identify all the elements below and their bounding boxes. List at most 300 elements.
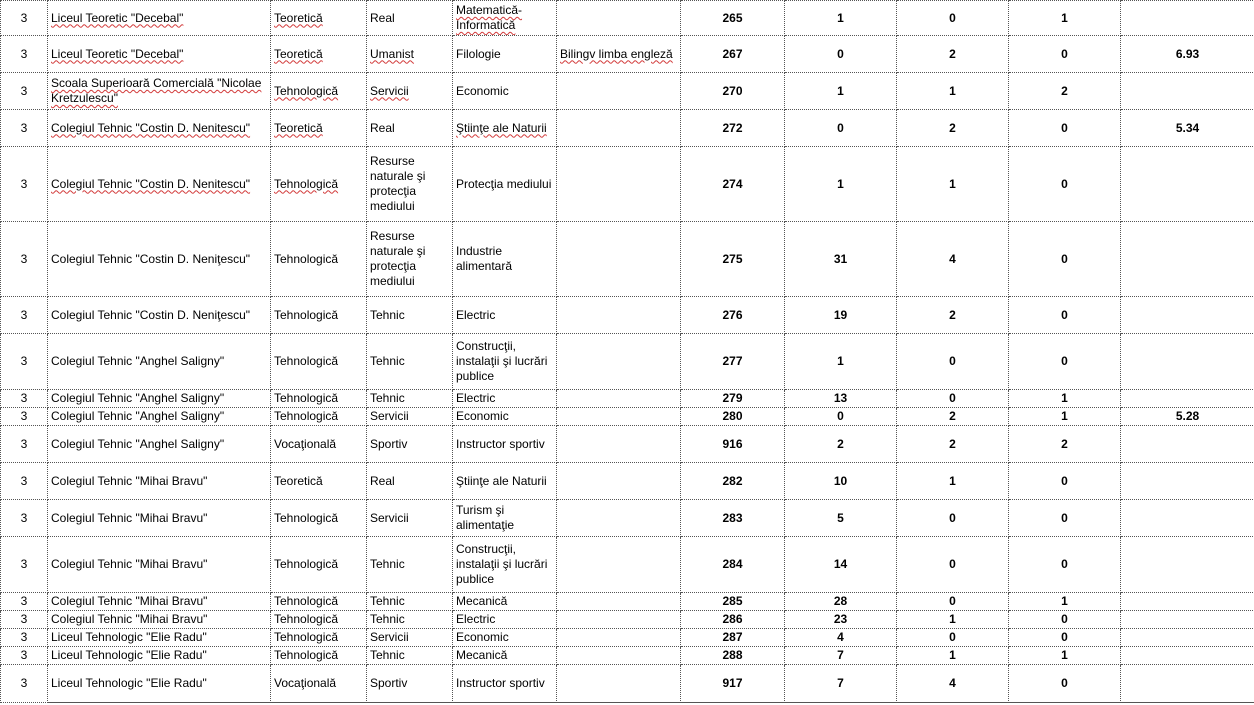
cell-school — [48, 463, 271, 500]
cell-nr — [1, 426, 48, 463]
cell-value-c-text: 0 — [1061, 251, 1068, 266]
cell-nr — [1, 147, 48, 222]
cell-nr — [1, 647, 48, 665]
cell-nr-text: 3 — [20, 354, 28, 368]
cell-value-c-text: 2 — [1061, 83, 1068, 98]
cell-value-b-text: 1 — [949, 648, 956, 662]
cell-observatii-text: Bilingv limba engleză — [560, 46, 673, 61]
cell-cod-text: 279 — [722, 391, 743, 405]
cell-filiera — [271, 500, 367, 537]
cell-school — [48, 537, 271, 593]
table-row — [1, 334, 1254, 390]
cell-observatii — [557, 426, 681, 463]
cell-specializare — [453, 390, 557, 408]
cell-value-b — [897, 426, 1009, 463]
cell-cod — [681, 665, 785, 703]
cell-cod — [681, 537, 785, 593]
table-row — [1, 426, 1254, 463]
cell-nr-text: 3 — [20, 594, 28, 608]
cell-value-b — [897, 73, 1009, 110]
cell-value-b-text: 0 — [949, 391, 956, 405]
cell-cod-text: 265 — [722, 10, 743, 25]
cell-value-a-text: 13 — [833, 391, 848, 405]
table-row — [1, 73, 1254, 110]
cell-value-a — [785, 665, 897, 703]
cell-profil — [367, 665, 453, 703]
table-row — [1, 222, 1254, 297]
cell-value-a-text: 10 — [833, 473, 848, 488]
cell-specializare-text: Electric — [456, 307, 496, 322]
cell-profil-text: Tehnic — [370, 612, 405, 626]
cell-cod — [681, 1, 785, 36]
cell-media — [1121, 408, 1254, 426]
cell-cod-text: 288 — [722, 648, 743, 662]
cell-value-b-text: 0 — [949, 10, 956, 25]
cell-school-text: Liceul Teoretic "Decebal" — [51, 46, 184, 61]
cell-observatii — [557, 647, 681, 665]
cell-value-c — [1009, 334, 1121, 390]
cell-school-text: Colegiul Tehnic "Anghel Saligny" — [51, 436, 225, 451]
cell-specializare — [453, 408, 557, 426]
cell-observatii — [557, 1, 681, 36]
cell-school — [48, 629, 271, 647]
cell-school — [48, 611, 271, 629]
table-row — [1, 297, 1254, 334]
cell-specializare — [453, 110, 557, 147]
cell-observatii — [557, 222, 681, 297]
cell-value-a-text: 2 — [837, 436, 844, 451]
cell-value-a — [785, 1, 897, 36]
cell-cod — [681, 73, 785, 110]
cell-specializare-text: Industrie alimentară — [456, 244, 513, 273]
cell-media — [1121, 222, 1254, 297]
cell-profil — [367, 1, 453, 36]
cell-value-c — [1009, 222, 1121, 297]
cell-value-b-text: 1 — [949, 176, 956, 191]
cell-filiera-text: Vocaţională — [274, 676, 337, 690]
cell-media — [1121, 297, 1254, 334]
cell-nr — [1, 665, 48, 703]
cell-cod — [681, 611, 785, 629]
cell-specializare-text: Matematică-Informatică — [456, 3, 523, 32]
cell-profil-text: Sportiv — [370, 676, 408, 690]
cell-school-text: Colegiul Tehnic "Costin D. Nenitescu" — [51, 120, 251, 135]
cell-nr-text: 3 — [20, 176, 28, 191]
cell-cod-text: 284 — [722, 557, 743, 571]
cell-media — [1121, 665, 1254, 703]
cell-school-text: Liceul Teoretic "Decebal" — [51, 10, 184, 25]
cell-filiera-text: Tehnologică — [274, 648, 339, 662]
cell-media-text: 5.28 — [1175, 409, 1200, 423]
cell-filiera — [271, 73, 367, 110]
cell-value-b-text: 0 — [949, 510, 956, 525]
cell-cod — [681, 334, 785, 390]
cell-profil — [367, 222, 453, 297]
cell-value-b-text: 2 — [949, 46, 956, 61]
cell-profil — [367, 147, 453, 222]
cell-specializare-text: Filologie — [456, 46, 501, 61]
cell-nr-text: 3 — [20, 557, 28, 571]
cell-profil-text: Resurse naturale şi protecţia mediului — [370, 229, 426, 288]
cell-value-c-text: 1 — [1061, 10, 1068, 25]
cell-specializare — [453, 1, 557, 36]
cell-media — [1121, 463, 1254, 500]
cell-value-b-text: 0 — [949, 354, 956, 368]
cell-value-b-text: 4 — [949, 251, 956, 266]
cell-cod — [681, 36, 785, 73]
cell-filiera-text: Teoretică — [274, 120, 323, 135]
cell-media — [1121, 1, 1254, 36]
cell-specializare-text: Electric — [456, 391, 496, 405]
cell-value-c-text: 0 — [1061, 176, 1068, 191]
cell-value-b-text: 1 — [949, 83, 956, 98]
cell-value-b-text: 0 — [949, 630, 956, 644]
cell-specializare-text: Ştiinţe ale Naturii — [456, 120, 547, 135]
cell-school — [48, 334, 271, 390]
cell-profil-text: Real — [370, 473, 395, 488]
cell-filiera — [271, 665, 367, 703]
cell-media — [1121, 390, 1254, 408]
cell-filiera — [271, 36, 367, 73]
cell-school — [48, 36, 271, 73]
cell-cod-text: 916 — [722, 436, 743, 451]
table-row — [1, 147, 1254, 222]
cell-value-c-text: 0 — [1061, 473, 1068, 488]
cell-nr-text: 3 — [20, 391, 28, 405]
cell-value-a — [785, 408, 897, 426]
cell-value-b — [897, 147, 1009, 222]
cell-nr-text: 3 — [20, 307, 28, 322]
cell-value-a-text: 0 — [837, 46, 844, 61]
cell-media — [1121, 647, 1254, 665]
cell-value-b — [897, 611, 1009, 629]
cell-filiera — [271, 611, 367, 629]
cell-value-a-text: 5 — [837, 510, 844, 525]
cell-filiera — [271, 334, 367, 390]
cell-value-c — [1009, 390, 1121, 408]
cell-nr — [1, 629, 48, 647]
cell-filiera-text: Tehnologică — [274, 391, 339, 405]
cell-value-a-text: 0 — [837, 120, 844, 135]
cell-filiera-text: Tehnologică — [274, 594, 339, 608]
cell-filiera — [271, 408, 367, 426]
cell-profil-text: Servicii — [370, 83, 409, 98]
cell-cod — [681, 222, 785, 297]
cell-specializare — [453, 647, 557, 665]
table-row — [1, 629, 1254, 647]
cell-observatii — [557, 147, 681, 222]
cell-nr-text: 3 — [20, 630, 28, 644]
cell-value-a — [785, 36, 897, 73]
cell-specializare-text: Mecanică — [456, 594, 508, 608]
cell-cod — [681, 390, 785, 408]
table-row — [1, 647, 1254, 665]
cell-media — [1121, 426, 1254, 463]
cell-value-c-text: 2 — [1061, 436, 1068, 451]
table-row — [1, 463, 1254, 500]
cell-value-b-text: 1 — [949, 612, 956, 626]
cell-value-a — [785, 537, 897, 593]
cell-profil-text: Tehnic — [370, 391, 405, 405]
cell-observatii — [557, 408, 681, 426]
cell-school — [48, 110, 271, 147]
cell-filiera-text: Tehnologică — [274, 510, 339, 525]
cell-value-c-text: 1 — [1061, 648, 1068, 662]
cell-filiera — [271, 297, 367, 334]
cell-media — [1121, 629, 1254, 647]
cell-value-c — [1009, 537, 1121, 593]
cell-profil-text: Tehnic — [370, 594, 405, 608]
cell-filiera-text: Teoretică — [274, 10, 323, 25]
cell-school-text: Colegiul Tehnic "Anghel Saligny" — [51, 391, 225, 405]
cell-nr-text: 3 — [20, 409, 28, 423]
cell-profil — [367, 110, 453, 147]
cell-profil-text: Real — [370, 10, 395, 25]
cell-specializare — [453, 500, 557, 537]
cell-school — [48, 593, 271, 611]
cell-filiera-text: Tehnologică — [274, 307, 339, 322]
cell-filiera — [271, 390, 367, 408]
cell-specializare — [453, 537, 557, 593]
cell-value-a — [785, 500, 897, 537]
cell-nr — [1, 611, 48, 629]
cell-observatii — [557, 334, 681, 390]
cell-nr — [1, 537, 48, 593]
cell-value-a — [785, 463, 897, 500]
cell-media-text: 6.93 — [1175, 46, 1200, 61]
cell-media — [1121, 611, 1254, 629]
cell-cod-text: 282 — [722, 473, 743, 488]
cell-specializare-text: Economic — [456, 409, 509, 423]
cell-value-a-text: 1 — [837, 176, 844, 191]
cell-profil — [367, 390, 453, 408]
cell-nr — [1, 1, 48, 36]
cell-school-text: Liceul Tehnologic "Elie Radu" — [51, 630, 207, 644]
cell-school — [48, 500, 271, 537]
cell-observatii — [557, 297, 681, 334]
cell-profil-text: Servicii — [370, 409, 409, 423]
cell-media — [1121, 36, 1254, 73]
cell-cod-text: 272 — [722, 120, 743, 135]
cell-filiera — [271, 463, 367, 500]
cell-value-b — [897, 222, 1009, 297]
cell-school-text: Scoala Superioară Comercială "Nicolae Kretzulescu" — [51, 76, 262, 105]
cell-value-a — [785, 110, 897, 147]
cell-profil — [367, 500, 453, 537]
cell-profil — [367, 593, 453, 611]
cell-value-c-text: 0 — [1061, 557, 1068, 571]
cell-nr — [1, 297, 48, 334]
cell-filiera-text: Tehnologică — [274, 612, 339, 626]
cell-media — [1121, 500, 1254, 537]
cell-cod-text: 277 — [722, 354, 743, 368]
cell-value-a-text: 1 — [837, 10, 844, 25]
cell-observatii — [557, 611, 681, 629]
cell-specializare-text: Construcţii, instalaţii şi lucrări publice — [456, 339, 548, 383]
cell-value-b — [897, 537, 1009, 593]
cell-value-c — [1009, 73, 1121, 110]
cell-observatii — [557, 390, 681, 408]
cell-observatii — [557, 537, 681, 593]
cell-filiera-text: Tehnologică — [274, 409, 339, 423]
cell-cod-text: 280 — [722, 409, 743, 423]
cell-filiera-text: Tehnologică — [274, 176, 339, 191]
cell-value-a-text: 19 — [833, 307, 848, 322]
cell-observatii — [557, 463, 681, 500]
cell-value-a — [785, 426, 897, 463]
bottom-border — [0, 702, 1254, 703]
cell-profil — [367, 297, 453, 334]
cell-nr — [1, 73, 48, 110]
cell-profil-text: Tehnic — [370, 307, 405, 322]
cell-filiera — [271, 593, 367, 611]
cell-value-a — [785, 222, 897, 297]
cell-value-c — [1009, 611, 1121, 629]
cell-media — [1121, 110, 1254, 147]
cell-school-text: Colegiul Tehnic "Mihai Bravu" — [51, 557, 208, 571]
cell-profil-text: Sportiv — [370, 436, 408, 451]
cell-nr — [1, 408, 48, 426]
cell-value-c-text: 0 — [1061, 676, 1068, 690]
cell-value-b-text: 2 — [949, 436, 956, 451]
cell-school — [48, 665, 271, 703]
cell-filiera-text: Tehnologică — [274, 251, 339, 266]
cell-value-a-text: 4 — [837, 630, 844, 644]
cell-value-c — [1009, 426, 1121, 463]
cell-specializare — [453, 36, 557, 73]
cell-profil — [367, 408, 453, 426]
cell-specializare — [453, 463, 557, 500]
cell-observatii — [557, 110, 681, 147]
cell-value-b — [897, 408, 1009, 426]
cell-value-a — [785, 593, 897, 611]
cell-school-text: Colegiul Tehnic "Anghel Saligny" — [51, 409, 225, 423]
cell-filiera-text: Tehnologică — [274, 83, 339, 98]
cell-filiera-text: Vocaţională — [274, 436, 337, 451]
cell-value-b — [897, 36, 1009, 73]
cell-filiera-text: Tehnologică — [274, 557, 339, 571]
cell-value-c-text: 1 — [1061, 391, 1068, 405]
cell-profil — [367, 537, 453, 593]
table-row — [1, 390, 1254, 408]
table-body — [1, 1, 1254, 703]
table-row — [1, 593, 1254, 611]
cell-specializare — [453, 147, 557, 222]
cell-value-c — [1009, 110, 1121, 147]
cell-value-a-text: 7 — [837, 648, 844, 662]
cell-specializare-text: Economic — [456, 83, 509, 98]
cell-value-b — [897, 593, 1009, 611]
cell-school — [48, 147, 271, 222]
cell-nr-text: 3 — [20, 648, 28, 662]
cell-value-c-text: 0 — [1061, 510, 1068, 525]
cell-nr — [1, 593, 48, 611]
cell-value-a — [785, 297, 897, 334]
cell-specializare — [453, 593, 557, 611]
cell-cod — [681, 426, 785, 463]
cell-specializare — [453, 426, 557, 463]
cell-nr-text: 3 — [20, 473, 28, 488]
cell-value-b-text: 2 — [949, 120, 956, 135]
cell-school — [48, 297, 271, 334]
cell-value-b — [897, 629, 1009, 647]
cell-cod-text: 283 — [722, 510, 743, 525]
cell-school — [48, 73, 271, 110]
cell-value-c — [1009, 408, 1121, 426]
cell-value-b-text: 2 — [949, 307, 956, 322]
cell-nr-text: 3 — [20, 46, 28, 61]
cell-profil-text: Tehnic — [370, 557, 405, 571]
cell-value-a-text: 7 — [837, 676, 844, 690]
cell-nr-text: 3 — [20, 251, 28, 266]
cell-value-a — [785, 390, 897, 408]
cell-filiera — [271, 537, 367, 593]
cell-value-b — [897, 110, 1009, 147]
cell-specializare — [453, 297, 557, 334]
cell-value-c-text: 0 — [1061, 46, 1068, 61]
cell-value-b — [897, 297, 1009, 334]
cell-specializare-text: Mecanică — [456, 648, 508, 662]
cell-nr-text: 3 — [20, 120, 28, 135]
cell-cod-text: 270 — [722, 83, 743, 98]
cell-value-c-text: 0 — [1061, 612, 1068, 626]
cell-value-c-text: 0 — [1061, 307, 1068, 322]
cell-filiera — [271, 147, 367, 222]
cell-profil-text: Servicii — [370, 630, 409, 644]
cell-observatii — [557, 73, 681, 110]
cell-profil — [367, 629, 453, 647]
cell-cod-text: 275 — [722, 251, 743, 266]
cell-value-a-text: 1 — [837, 83, 844, 98]
cell-media — [1121, 147, 1254, 222]
cell-filiera — [271, 1, 367, 36]
cell-cod — [681, 500, 785, 537]
cell-nr-text: 3 — [20, 83, 28, 98]
cell-value-a-text: 23 — [833, 612, 848, 626]
cell-value-c-text: 1 — [1061, 409, 1068, 423]
cell-filiera — [271, 629, 367, 647]
cell-cod-text: 285 — [722, 594, 743, 608]
cell-school-text: Colegiul Tehnic "Mihai Bravu" — [51, 612, 208, 626]
cell-value-a-text: 28 — [833, 594, 848, 608]
cell-school — [48, 647, 271, 665]
cell-school-text: Colegiul Tehnic "Costin D. Neniţescu" — [51, 307, 251, 322]
cell-specializare-text: Protecţia mediului — [456, 176, 552, 191]
cell-specializare-text: Instructor sportiv — [456, 436, 545, 451]
cell-media — [1121, 537, 1254, 593]
cell-cod-text: 917 — [722, 676, 743, 690]
cell-school — [48, 1, 271, 36]
cell-value-a — [785, 611, 897, 629]
cell-value-b — [897, 463, 1009, 500]
cell-value-a-text: 1 — [837, 354, 844, 368]
cell-specializare-text: Ştiinţe ale Naturii — [456, 473, 547, 488]
table-row — [1, 537, 1254, 593]
cell-cod — [681, 463, 785, 500]
cell-cod — [681, 147, 785, 222]
cell-profil — [367, 463, 453, 500]
cell-filiera-text: Tehnologică — [274, 630, 339, 644]
table-row — [1, 665, 1254, 703]
cell-profil — [367, 611, 453, 629]
cell-filiera — [271, 647, 367, 665]
cell-filiera-text: Teoretică — [274, 46, 323, 61]
cell-specializare-text: Electric — [456, 612, 496, 626]
cell-nr-text: 3 — [20, 612, 28, 626]
cell-value-c — [1009, 297, 1121, 334]
cell-profil — [367, 334, 453, 390]
cell-profil — [367, 73, 453, 110]
